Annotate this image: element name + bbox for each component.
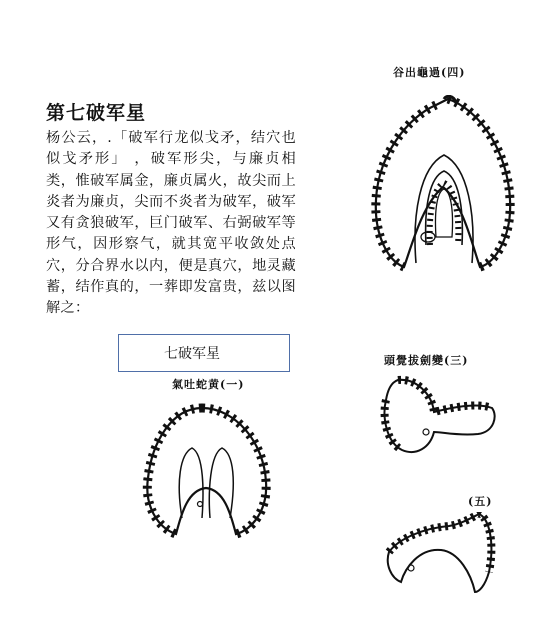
body-paragraph: 杨公云，.「破军行龙似戈矛，结穴也似戈矛形」 ，破军形尖，与廉贞相类，惟破军属金，廉贞属火，故尖而上炎者为廉贞，尖而不炎者为破军，破军又有贪狼破军，巨门破军、右弼破军等形气，因形察气，就其宽平收敛处点穴，分合界水以内，便是真穴，地灵藏蓄，结作真的，一葬即发富贵，兹以图解之： xyxy=(46,130,296,317)
figure-1-diagram xyxy=(140,402,275,542)
figure-4-diagram xyxy=(380,372,500,462)
figure-3-diagram xyxy=(368,95,518,275)
figure-3-label: 谷出龜過(四) xyxy=(393,66,466,79)
caption-text: 七破军星 xyxy=(164,346,220,362)
figure-4-label: 頭覺拔劍變(三) xyxy=(384,354,469,367)
figure-5-diagram xyxy=(385,512,500,597)
figure-5-label: (五) xyxy=(468,495,493,508)
caption-box xyxy=(118,334,290,372)
figure-1-label: 氣吐蛇黄(一) xyxy=(172,378,245,391)
page-title: 第七破军星 xyxy=(46,102,147,124)
